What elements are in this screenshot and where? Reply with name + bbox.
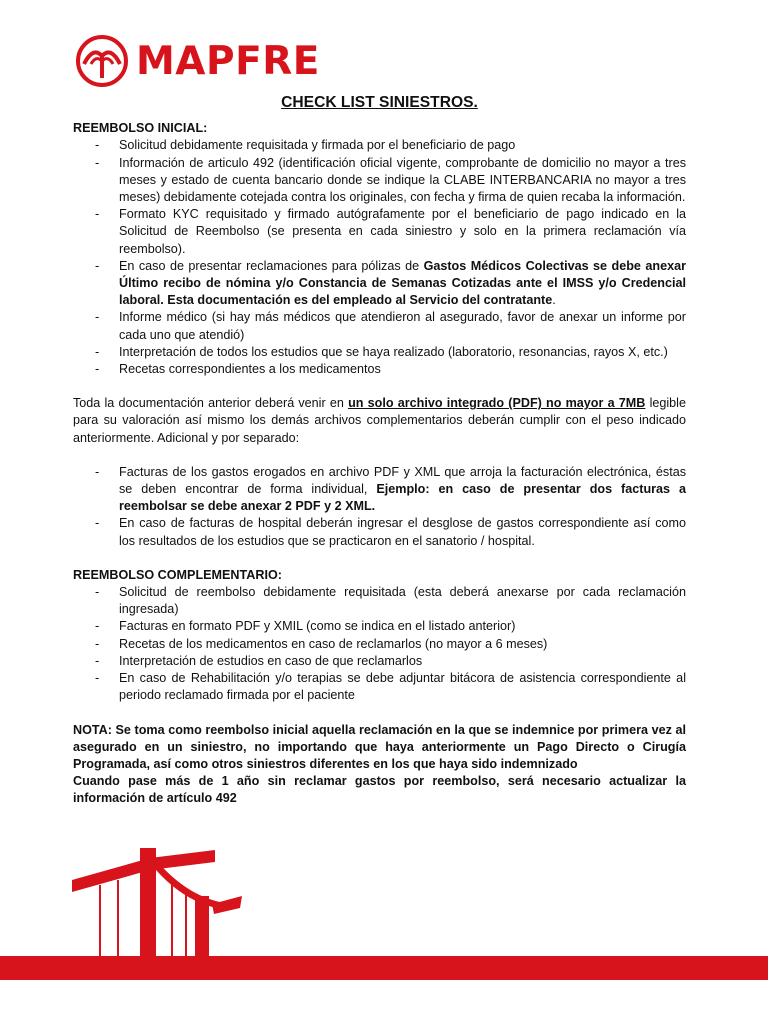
list-item-bold-text: Ejemplo: en caso de presentar dos facturas a reembolsar se debe anexar 2 PDF y 2 XML. — [119, 482, 686, 514]
list-item: - Solicitud de reembolso debidamente requisitada (esta deberá anexarse por cada reclamación ingresada) — [73, 584, 686, 618]
section-heading-reembolso-complementario: REEMBOLSO COMPLEMENTARIO: — [73, 567, 282, 582]
reembolso-complementario-list — [73, 584, 686, 704]
additional-list — [73, 464, 686, 550]
reembolso-inicial-list — [73, 137, 686, 378]
paragraph-text: legible para su valoración así mismo los demás archivos complementarios deberán cumplir con el peso indicado anteriormente. Adicional y por separado: — [73, 396, 686, 445]
paragraph-text: Toda la documentación anterior deberá venir en — [73, 396, 349, 411]
nota-paragraph: NOTA: Se toma como reembolso inicial aquella reclamación en la que se indemnice por primera vez al asegurado en un siniestro, no importando que haya anteriormente un Pago Directo o Cirugía Programada, así como otros siniestros diferentes en los que haya sido indemnizado — [73, 722, 686, 771]
mapfre-emblem-icon — [75, 34, 129, 88]
list-item-text: En caso de presentar reclamaciones para pólizas de — [119, 258, 424, 273]
list-item: - Información de articulo 492 (identificación oficial vigente, comprobante de domicilio no mayor a tres meses y estado de cuenta bancario donde se indique la CLABE INTERBANCARIA no mayor a tres meses) debidamente cotejada contra los originales, con fecha y firma de quien recaba la información. — [73, 155, 686, 207]
bridge-footer-graphic — [0, 830, 768, 1024]
list-item — [73, 258, 686, 310]
paragraph-archivo — [73, 395, 686, 447]
list-item: - Interpretación de estudios en caso de que reclamarlos — [73, 653, 686, 670]
list-item: - Formato KYC requisitado y firmado autógrafamente por el beneficiario de pago indicado en la Solicitud de Reembolso (se presenta en cada siniestro y solo en la primera reclamación vía reembolso). — [73, 206, 686, 258]
nota-paragraph-articulo-492: Cuando pase más de 1 año sin reclamar gastos por reembolso, será necesario actualizar la información de artículo 492 — [73, 774, 686, 806]
list-item-text: . — [552, 293, 556, 308]
mapfre-logo — [75, 34, 320, 88]
list-item: - Solicitud debidamente requisitada y firmada por el beneficiario de pago — [73, 137, 686, 154]
list-item-text: Facturas de los gastos erogados en archivo PDF y XML que arroja la facturación electrónica, éstas se deben encontrar de forma individual, — [119, 464, 686, 497]
list-item-bold-text: Gastos Médicos Colectivas se debe anexar Último recibo de nómina y/o Constancia de Semanas Cotizadas ante el IMSS y/o Credencial laboral. Esta documentación es del empleado al Servicio del contratante — [119, 258, 686, 308]
list-item: - Recetas correspondientes a los medicamentos — [73, 361, 686, 378]
paragraph-emphasis: un solo archivo integrado (PDF) no mayor a 7MB — [348, 396, 646, 411]
list-item — [73, 464, 686, 516]
list-item: - En caso de Rehabilitación y/o terapias se debe adjuntar bitácora de asistencia correspondiente al periodo reclamado firmada por el paciente — [73, 670, 686, 704]
section-heading-reembolso-inicial: REEMBOLSO INICIAL: — [73, 121, 208, 136]
brand-name: MAPFRE — [136, 38, 320, 84]
page-title: CHECK LIST SINIESTROS. — [281, 94, 478, 111]
list-item: - Interpretación de todos los estudios que se haya realizado (laboratorio, resonancias, rayos X, etc.) — [73, 344, 686, 361]
list-item: - Recetas de los medicamentos en caso de reclamarlos (no mayor a 6 meses) — [73, 636, 686, 653]
list-item: - Facturas en formato PDF y XMIL (como se indica en el listado anterior) — [73, 618, 686, 635]
list-item: - Informe médico (si hay más médicos que atendieron al asegurado, favor de anexar un informe por cada uno que atendió) — [73, 309, 686, 343]
list-item: - En caso de facturas de hospital deberán ingresar el desglose de gastos correspondiente así como los resultados de los estudios que se practicaron en el sanatorio / hospital. — [73, 515, 686, 549]
document-body — [73, 94, 686, 808]
